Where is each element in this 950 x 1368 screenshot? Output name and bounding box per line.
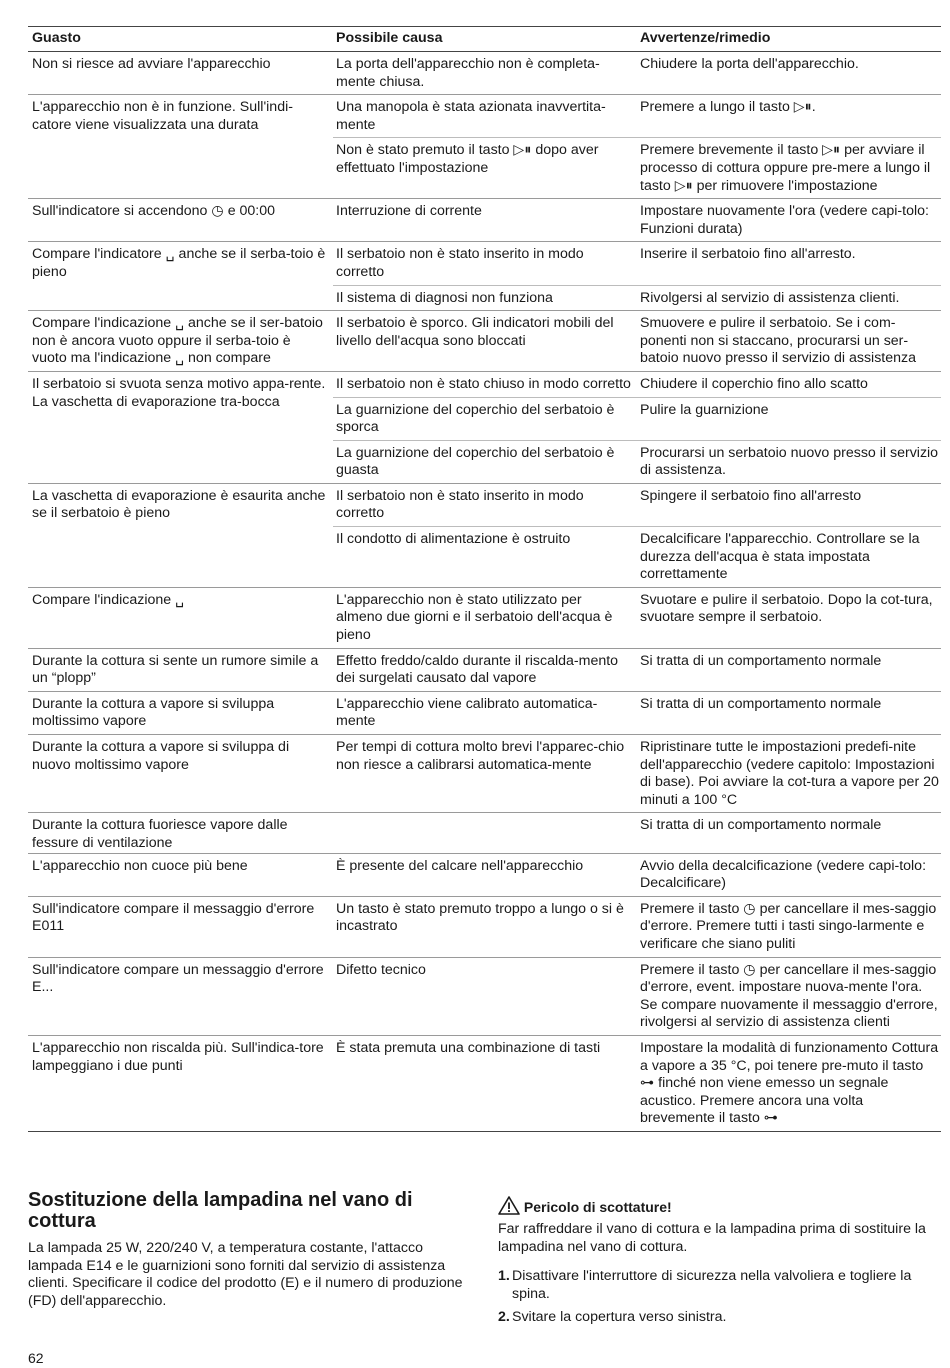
cause-row [333,440,941,483]
fault-cell: L'apparecchio non riscalda più. Sull'indica-tore lampeggiano i due punti [32,1039,324,1074]
cause-cell: La porta dell'apparecchio non è completa-mente chiusa. [336,56,600,90]
cause-row [333,692,941,734]
table-row [28,813,941,853]
cause-list [333,854,941,896]
remedy-cell: Svuotare e pulire il serbatoio. Dopo la cot-tura, svuotare sempre il serbatoio. [640,591,933,626]
cause-cell: Interruzione di corrente [336,203,482,220]
table-row [28,95,941,199]
remedy-cell: Rivolgersi al servizio di assistenza clienti. [640,289,900,306]
table-row [28,372,941,484]
fault-cell: Compare l'indicazione ␣ [32,591,185,608]
list-item [498,1309,938,1327]
cause-cell: Il serbatoio è sporco. Gli indicatori mobili del livello dell'acqua sono bloccati [336,315,614,349]
cause-cell: L'apparecchio non è stato utilizzato per almeno due giorni e il serbatoio dell'acqua è pieno [336,591,613,644]
cause-row [333,372,941,397]
cause-list [333,735,941,812]
remedy-cell: Premere a lungo il tasto ▷⏸. [640,99,816,116]
cause-list [333,199,941,241]
header-cause: Possibile causa [336,30,443,47]
remedy-cell: Premere il tasto ◷ per cancellare il mes-saggio d'errore. Premere tutti i tasti singo-larmente e verificare che siano puliti [640,900,937,952]
warning-heading [498,1196,938,1217]
remedy-cell: Procurarsi un serbatoio nuovo presso il servizio di assistenza. [640,444,939,479]
remedy-cell: Avvio della decalcificazione (vedere capi-tolo: Decalcificare) [640,857,927,892]
step-list [498,1268,938,1333]
cause-row [333,897,941,957]
page-number: 62 [28,1350,44,1366]
remedy-cell: Chiudere la porta dell'apparecchio. [640,56,859,72]
step-number: 1. [498,1268,510,1284]
cause-list [333,242,941,310]
cause-list [333,1036,941,1131]
cause-row [333,95,941,137]
fault-cell: Durante la cottura si sente un rumore simile a un “plopp” [32,652,319,687]
table-header [28,26,941,52]
lamp-section-title: Sostituzione della lampadina nel vano di cottura [28,1189,413,1232]
remedy-cell: Premere il tasto ◷ per cancellare il mes-saggio d'errore, event. impostare nuova-mente l'ora. Se compare nuovamente il messaggio d'errore, rivolgersi al servizio di assistenza clienti [640,961,938,1031]
cause-row [333,242,941,284]
cause-list [333,52,941,94]
cause-row [333,311,941,371]
fault-cell: Sull'indicatore compare un messaggio d'errore E... [32,961,324,996]
cause-list [333,897,941,957]
remedy-cell: Ripristinare tutte le impostazioni predefi-nite dell'apparecchio (vedere capitolo: Impostazioni di base). Poi avviare la cot-tura a vapore per 20 minuti a 100 °C [640,739,939,808]
cause-row [333,649,941,691]
cause-cell: Effetto freddo/caldo durante il riscalda-mento dei surgelati causato dal vapore [336,652,619,687]
cause-cell: Difetto tecnico [336,961,426,978]
cause-cell [333,813,637,838]
cause-row [333,285,941,311]
table-row [28,199,941,242]
warning-title: Pericolo di scottature! [523,1199,672,1215]
cause-cell: La guarnizione del coperchio del serbatoio è sporca [336,401,615,436]
cause-row [333,199,941,241]
step-text: Svitare la copertura verso sinistra. [512,1309,727,1326]
table-row [28,958,941,1036]
cause-cell: Il serbatoio non è stato chiuso in modo corretto [336,375,631,392]
table-row [28,484,941,588]
cause-list [333,813,941,852]
table-row [28,52,941,95]
troubleshooting-table [28,26,941,1132]
cause-row [333,958,941,1035]
cause-cell: Per tempi di cottura molto brevi l'apparec-chio non riesce a calibrarsi automatica-mente [336,739,625,773]
cause-row [333,397,941,440]
cause-cell: Non è stato premuto il tasto ▷⏸ dopo aver effettuato l'impostazione [336,142,599,176]
cause-list [333,692,941,734]
header-fault: Guasto [32,30,81,47]
cause-row [333,526,941,587]
list-item [498,1268,938,1303]
remedy-cell: Chiudere il coperchio fino allo scatto [640,375,868,392]
table-body [28,52,941,1132]
table-row [28,692,941,735]
table-row [28,735,941,813]
lamp-section-text: La lampada 25 W, 220/240 V, a temperatura costante, l'attacco lampada E14 e le guarnizioni sono forniti dal servizio di assistenza clienti. Specificare il codice del prodotto (E) e il numero di produzione (FD) dell'apparecchio. [28,1240,463,1309]
cause-list [333,958,941,1035]
remedy-cell: Impostare nuovamente l'ora (vedere capi-tolo: Funzioni durata) [640,203,929,237]
remedy-cell: Pulire la guarnizione [640,401,769,418]
cause-cell: La guarnizione del coperchio del serbatoio è guasta [336,444,615,479]
cause-row [333,137,941,198]
table-row [28,311,941,372]
cause-row [333,52,941,94]
remedy-cell: Spingere il serbatoio fino all'arresto [640,487,862,504]
table-row [28,854,941,897]
cause-cell: È presente del calcare nell'apparecchio [336,857,584,874]
fault-cell: Durante la cottura a vapore si sviluppa moltissimo vapore [32,695,275,730]
cause-list [333,588,941,648]
cause-list [333,95,941,198]
table-row [28,649,941,692]
cause-row [333,813,941,838]
cause-cell: Un tasto è stato premuto troppo a lungo o si è incastrato [336,900,624,935]
remedy-cell: Smuovere e pulire il serbatoio. Se i com-ponenti non si staccano, procurarsi un ser-batoio nuovo presso il servizio di assistenza [640,315,917,367]
cause-list [333,372,941,483]
cause-list [333,649,941,691]
header-remedy: Avvertenze/rimedio [640,30,771,47]
table-row [28,588,941,649]
remedy-cell: Si tratta di un comportamento normale [640,652,882,669]
cause-cell: Il condotto di alimentazione è ostruito [336,531,571,548]
fault-cell: Non si riesce ad avviare l'apparecchio [32,56,271,72]
fault-cell: Durante la cottura fuoriesce vapore dalle fessure di ventilazione [32,817,288,851]
cause-cell: Il serbatoio non è stato inserito in modo corretto [336,487,584,522]
cause-cell: Il sistema di diagnosi non funziona [336,289,553,306]
remedy-cell: Impostare la modalità di funzionamento Cottura a vapore a 35 °C, poi tenere pre-muto il tasto ⊶ finché non viene emesso un segnale acustico. Premere ancora una volta brevemente il tasto ⊶ [640,1039,939,1127]
step-text: Disattivare l'interruttore di sicurezza nella valvoliera e togliere la spina. [512,1268,912,1302]
warning-triangle-icon [498,1196,520,1215]
fault-cell: Compare l'indicatore ␣ anche se il serba-toio è pieno [32,246,326,280]
fault-cell: L'apparecchio non è in funzione. Sull'indi-catore viene visualizzata una durata [32,99,293,133]
fault-cell: Sull'indicatore compare il messaggio d'errore E011 [32,900,315,935]
cause-row [333,1036,941,1131]
cause-cell: Il serbatoio non è stato inserito in modo corretto [336,246,584,280]
cause-row [333,588,941,648]
step-number: 2. [498,1309,510,1326]
remedy-cell: Si tratta di un comportamento normale [640,695,882,712]
cause-cell: È stata premuta una combinazione di tasti [336,1039,601,1056]
fault-cell: Sull'indicatore si accendono ◷ e 00:00 [32,203,276,220]
remedy-cell: Inserire il serbatoio fino all'arresto. [640,246,856,263]
cause-cell: L'apparecchio viene calibrato automatica-mente [336,695,598,730]
fault-cell: La vaschetta di evaporazione è esaurita anche se il serbatoio è pieno [32,487,326,522]
table-row [28,242,941,311]
fault-cell: Il serbatoio si svuota senza motivo appa-rente. La vaschetta di evaporazione tra-bocca [32,375,326,410]
fault-cell: L'apparecchio non cuoce più bene [32,857,248,874]
cause-list [333,484,941,587]
fault-cell: Compare l'indicazione ␣ anche se il ser-batoio non è ancora vuoto oppure il serba-toio è vuoto ma l'indicazione ␣ non compare [32,315,323,367]
fault-cell: Durante la cottura a vapore si sviluppa di nuovo moltissimo vapore [32,739,290,773]
table-row [28,1036,941,1132]
remedy-cell: Premere brevemente il tasto ▷⏸ per avviare il processo di cottura oppure pre-mere a lungo il tasto ▷⏸ per rimuovere l'impostazione [640,142,931,194]
cause-row [333,484,941,526]
cause-row [333,735,941,812]
cause-list [333,311,941,371]
remedy-cell: Decalcificare l'apparecchio. Controllare se la durezza dell'acqua è stata impostata correttamente [640,531,920,583]
warning-text: Far raffreddare il vano di cottura e la lampadina prima di sostituire la lampadina nel vano di cottura. [498,1221,926,1255]
remedy-cell: Si tratta di un comportamento normale [640,817,882,834]
table-row [28,897,941,958]
cause-cell: Una manopola è stata azionata inavvertita-mente [336,99,606,133]
cause-row [333,854,941,896]
